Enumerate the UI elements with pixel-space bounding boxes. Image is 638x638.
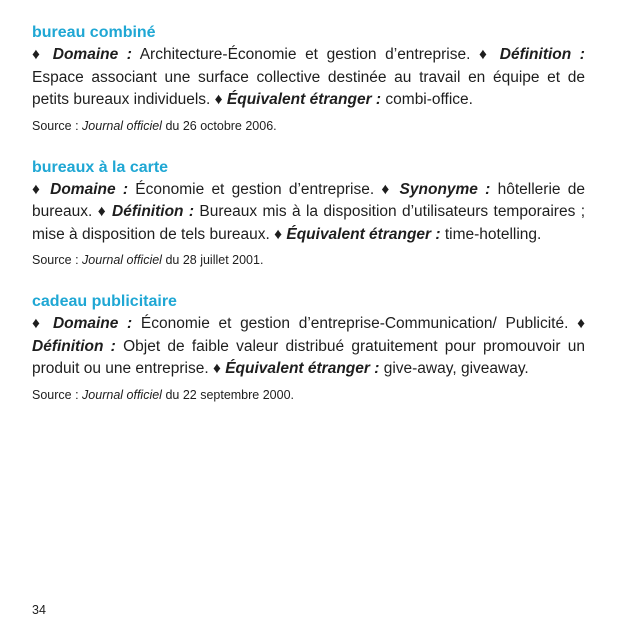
- equivalent-label: Équivalent étranger :: [286, 225, 441, 243]
- diamond-icon: ♦: [32, 46, 45, 63]
- diamond-icon: ♦: [381, 180, 393, 198]
- entry-source: [32, 386, 585, 404]
- diamond-icon: ♦: [212, 360, 221, 377]
- definition-text: Objet de faible valeur distribué gratuitement pour promouvoir un produit ou une entreprise.: [32, 337, 585, 377]
- entry-term: bureaux à la carte: [32, 158, 169, 176]
- definition-label: Définition :: [112, 203, 195, 220]
- domain-label: Domaine :: [52, 315, 133, 332]
- source-prefix: Source :: [32, 118, 79, 133]
- synonym-label: Synonyme :: [399, 180, 491, 198]
- glossary-entry: [32, 157, 585, 270]
- source-date: du 26 octobre 2006.: [165, 118, 277, 133]
- equivalent-text: give-away, giveaway.: [383, 360, 529, 377]
- source-prefix: Source :: [32, 253, 79, 267]
- equivalent-label: Équivalent étranger :: [225, 360, 380, 377]
- glossary-entry: [32, 291, 585, 404]
- entry-body: [32, 44, 585, 112]
- glossary-entry: [32, 22, 585, 135]
- source-date: du 28 juillet 2001.: [165, 253, 264, 267]
- diamond-icon: ♦: [32, 315, 45, 332]
- definition-text: Bureaux mis à la disposition d’utilisateurs temporaires ; mise à disposition de tels bureaux.: [32, 203, 586, 243]
- entry-term: bureau combiné: [32, 24, 156, 41]
- domain-text: Économie et gestion d’entreprise.: [135, 180, 375, 198]
- diamond-icon: ♦: [577, 315, 585, 332]
- domain-text: Architecture-Économie et gestion d’entreprise.: [139, 46, 471, 63]
- diamond-icon: ♦: [32, 180, 43, 198]
- equivalent-text: time-hotelling.: [444, 225, 542, 243]
- diamond-icon: ♦: [274, 225, 283, 243]
- definition-text: Espace associant une surface collective destinée au travail en équipe et de petits bureaux individuels.: [32, 68, 585, 108]
- source-journal: Journal officiel: [82, 253, 162, 267]
- source-prefix: Source :: [32, 387, 79, 402]
- diamond-icon: ♦: [97, 203, 107, 220]
- domain-label: Domaine :: [50, 180, 128, 198]
- source-journal: Journal officiel: [82, 387, 162, 402]
- equivalent-label: Équivalent étranger :: [226, 91, 382, 108]
- domain-label: Domaine :: [52, 46, 132, 63]
- entry-source: [32, 117, 585, 135]
- definition-label: Définition :: [32, 337, 116, 355]
- entry-source: [32, 251, 585, 269]
- entry-body: [32, 313, 585, 381]
- diamond-icon: ♦: [479, 46, 492, 63]
- source-journal: Journal officiel: [82, 118, 162, 133]
- entry-body: [32, 179, 585, 247]
- glossary-page: [32, 22, 585, 404]
- entry-term: cadeau publicitaire: [32, 293, 177, 310]
- domain-text: Économie et gestion d’entreprise-Communication/ Publicité.: [140, 315, 569, 332]
- definition-label: Définition :: [499, 46, 585, 63]
- synonym-text: hôtellerie de bureaux.: [32, 180, 586, 220]
- source-date: du 22 septembre 2000.: [165, 387, 295, 402]
- page-number: 34: [32, 603, 46, 617]
- equivalent-text: combi-office.: [385, 91, 473, 108]
- diamond-icon: ♦: [214, 91, 223, 108]
